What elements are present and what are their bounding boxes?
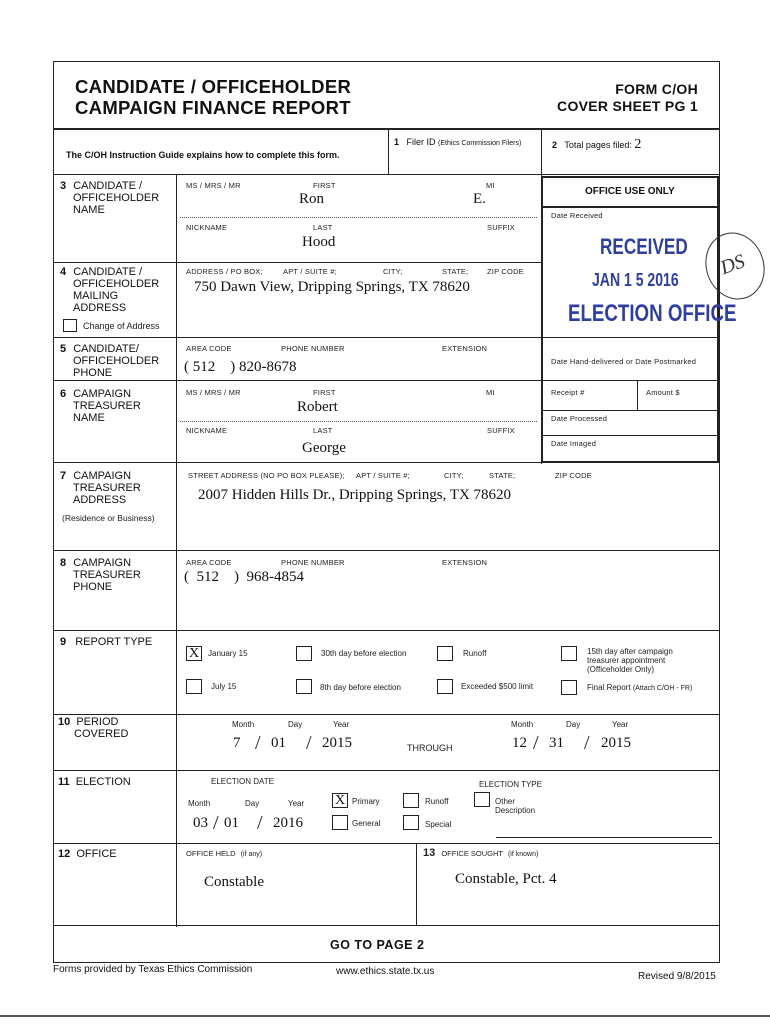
treasurer-extension-label: EXTENSION [442,558,488,567]
period-from-month-label: Month [232,720,255,729]
section-7-line3: ADDRESS [73,494,127,506]
stamp-received: RECEIVED [600,234,688,259]
section-4-line4: ADDRESS [73,302,127,314]
election-day-label: Day [245,799,260,808]
section-4-line3: MAILING [73,290,119,302]
revised-date: Revised 9/8/2015 [638,971,716,982]
treasurer-phone: ( 512 ) 968-4854 [184,569,304,585]
candidate-extension-label: EXTENSION [442,344,488,353]
report-final-note: (Attach C/OH - FR) [632,685,693,692]
section-5-title [60,343,159,379]
treasurer-address: 2007 Hidden Hills Dr., Dripping Springs, TX 78620 [198,487,512,503]
election-date-label: ELECTION DATE [211,777,274,786]
section-8-title [60,557,141,593]
office-sought-note: (if known) [507,851,539,858]
election-other-text: Other [495,797,516,806]
candidate-phone-label: PHONE NUMBER [281,344,345,353]
section-8-number: 8 [60,557,67,569]
election-year-label: Year [288,799,305,808]
through-label: THROUGH [407,743,453,753]
section-6-number: 6 [60,388,67,400]
section-8-line2: TREASURER [73,569,141,581]
period-from-year-label: Year [333,720,350,729]
section-8-line1: CAMPAIGN [73,557,132,569]
election-general-checkbox[interactable] [332,815,348,830]
treasurer-first-label: FIRST [313,388,336,397]
treasurer-suffix-label: SUFFIX [487,426,515,435]
form-id [557,81,698,115]
election-primary-checkbox[interactable]: X [332,793,348,808]
treasurer-apt-label: APT / SUITE #; [356,471,410,480]
candidate-ms-label: MS / MRS / MR [186,181,241,190]
period-from-day: 01 [271,735,286,751]
office-held-label [186,849,262,859]
election-month-label: Month [188,799,211,808]
section-7-line2: TREASURER [73,482,141,494]
section-3-line3: NAME [73,204,105,216]
period-to-month: 12 [512,735,527,751]
report-final-text: Final Report [587,683,631,692]
section-4-line1: CANDIDATE / [73,266,143,278]
election-runoff-label: Runoff [425,797,449,806]
candidate-first-name: Ron [299,191,325,207]
candidate-address: 750 Dawn View, Dripping Springs, TX 78620 [194,279,470,295]
treasurer-last-name: George [302,440,346,456]
election-special-checkbox[interactable] [403,815,419,830]
section-3-title [60,180,159,216]
election-other-checkbox[interactable] [474,792,490,807]
forms-provided-text: Forms provided by Texas Ethics Commission [53,964,253,975]
election-general-label: General [352,819,381,828]
candidate-mi: E. [473,191,486,207]
filer-id-text: Filer ID [406,137,436,147]
slash: / [257,812,263,834]
filer-id-number: 1 [394,137,400,147]
section-9-title [60,636,152,648]
section-6-line3: NAME [73,412,105,424]
office-sought-value: Constable, Pct. 4 [455,871,557,887]
dotted-divider [180,217,537,218]
total-pages-label: Total pages filed: [564,140,632,150]
period-from-day-label: Day [288,720,303,729]
election-day: 01 [224,815,239,831]
section-12-label: OFFICE [76,848,117,860]
section-3-number: 3 [60,180,67,192]
slash: / [584,732,590,754]
section-7-number: 7 [60,470,67,482]
report-exceeded-label: Exceeded $500 limit [461,682,534,691]
section-4-title [60,266,159,314]
report-exceeded-checkbox[interactable] [437,679,453,694]
form-name: FORM C/OH [615,81,698,97]
change-of-address-label: Change of Address [83,321,160,331]
section-6-line2: TREASURER [73,400,141,412]
period-to-day-label: Day [566,720,581,729]
section-4-number: 4 [60,266,67,278]
total-pages-number: 2 [552,140,558,150]
treasurer-area-code-label: AREA CODE [186,558,232,567]
treasurer-mi-label: MI [486,388,495,397]
report-30th-day-checkbox[interactable] [296,646,312,661]
period-to-year-label: Year [612,720,629,729]
report-final-label [587,683,692,693]
candidate-phone: ( 512 ) 820-8678 [184,359,297,375]
zip-label: ZIP CODE [487,267,524,276]
total-pages [552,137,641,153]
election-year: 2016 [273,815,303,831]
election-other-label [495,797,535,815]
candidate-last-label: LAST [313,223,333,232]
candidate-mi-label: MI [486,181,495,190]
section-5-number: 5 [60,343,67,355]
title-line-2: CAMPAIGN FINANCE REPORT [75,97,351,118]
period-to-year: 2015 [601,735,631,751]
office-use-title: OFFICE USE ONLY [585,186,675,197]
section-7-title [60,470,141,506]
treasurer-last-label: LAST [313,426,333,435]
slash: / [306,732,312,754]
change-of-address-checkbox[interactable] [63,319,77,332]
section-5-line1: CANDIDATE/ [73,343,139,355]
report-8th-day-checkbox[interactable] [296,679,312,694]
slash: / [533,732,539,754]
office-held-text: OFFICE HELD [186,849,236,858]
section-5-line2: OFFICEHOLDER [73,355,160,367]
scan-edge-line [0,1015,770,1017]
candidate-last-name: Hood [302,234,336,250]
treasurer-city-label: CITY; [444,471,464,480]
election-primary-label: Primary [352,797,380,806]
report-15th-day-checkbox[interactable] [561,646,577,661]
treasurer-zip-label: ZIP CODE [555,471,592,480]
report-runoff-checkbox[interactable] [437,646,453,661]
total-pages-value: 2 [634,137,642,152]
section-9-number: 9 [60,636,67,648]
office-held-value: Constable [204,874,264,890]
section-11-number: 11 [58,776,70,788]
treasurer-nickname-label: NICKNAME [186,426,228,435]
filer-id-note: (Ethics Commission Filers) [438,140,522,147]
election-runoff-checkbox[interactable] [403,793,419,808]
go-to-page-2: GO TO PAGE 2 [330,938,425,952]
initials-text: DS [717,250,748,280]
section-5-line3: PHONE [73,367,113,379]
filer-id-label [394,137,521,147]
report-15th-line2: treasurer appointment [587,656,666,665]
section-10-line1: PERIOD [76,716,119,728]
city-label: CITY; [383,267,403,276]
report-final-checkbox[interactable] [561,680,577,695]
section-10-number: 10 [58,716,71,728]
section-7-subtitle: (Residence or Business) [62,513,155,523]
ethics-url: www.ethics.state.tx.us [336,966,435,977]
section-6-line1: CAMPAIGN [73,388,132,400]
form-title [75,76,351,118]
candidate-first-label: FIRST [313,181,336,190]
report-july-checkbox[interactable] [186,679,202,694]
section-11-label: ELECTION [75,776,131,788]
office-held-note: (if any) [240,851,263,858]
section-3-line2: OFFICEHOLDER [73,192,160,204]
report-runoff-label: Runoff [463,649,487,658]
office-sought-label [423,849,538,859]
period-to-day: 31 [549,735,564,751]
section-8-line3: PHONE [73,581,113,593]
report-8th-day-label: 8th day before election [320,683,401,692]
report-january-label: January 15 [208,649,248,658]
office-sought-text: OFFICE SOUGHT [441,849,503,858]
section-10-title [58,716,128,740]
dotted-divider [180,421,537,422]
period-to-month-label: Month [511,720,534,729]
date-received-label: Date Received [551,211,603,220]
title-line-1: CANDIDATE / OFFICEHOLDER [75,76,352,97]
amount-label: Amount $ [646,388,680,397]
election-month: 03 [193,815,208,831]
receipt-label: Receipt # [551,388,585,397]
election-other-desc: Description [495,806,536,815]
section-7-line1: CAMPAIGN [73,470,132,482]
election-type-label: ELECTION TYPE [479,780,542,789]
section-3-line1: CANDIDATE / [73,180,143,192]
treasurer-ms-label: MS / MRS / MR [186,388,241,397]
section-4-line2: OFFICEHOLDER [73,278,160,290]
date-imaged-label: Date Imaged [551,439,597,448]
period-from-year: 2015 [322,735,352,751]
treasurer-phone-label: PHONE NUMBER [281,558,345,567]
instruction-text: The C/OH Instruction Guide explains how to complete this form. [66,150,340,160]
stamp-date: JAN 1 5 2016 [592,270,679,290]
candidate-nickname-label: NICKNAME [186,223,228,232]
period-from-month: 7 [233,735,241,751]
election-special-label: Special [425,820,452,829]
address-label: ADDRESS / PO BOX; [186,267,263,276]
slash: / [213,812,219,834]
state-label: STATE; [442,267,469,276]
apt-label: APT / SUITE #; [283,267,337,276]
report-15th-line1: 15th day after campaign [587,647,673,656]
date-processed-label: Date Processed [551,414,608,423]
section-10-line2: COVERED [74,728,129,740]
section-9-label: REPORT TYPE [75,636,153,648]
candidate-suffix-label: SUFFIX [487,223,515,232]
section-6-title [60,388,141,424]
street-address-label: STREET ADDRESS (NO PO BOX PLEASE); [188,471,345,480]
stamp-election-office: ELECTION OFFICE [568,300,737,327]
section-12-title [58,848,117,860]
section-11-title [58,776,131,788]
hand-delivered-label: Date Hand-delivered or Date Postmarked [551,357,697,366]
other-description-line [496,837,712,838]
section-12-number: 12 [58,848,71,860]
form-subtitle: COVER SHEET PG 1 [557,98,698,114]
candidate-area-code-label: AREA CODE [186,344,232,353]
treasurer-state-label: STATE; [489,471,516,480]
report-july-label: July 15 [211,682,237,691]
slash: / [255,732,261,754]
treasurer-first-name: Robert [297,399,338,415]
report-january-checkbox[interactable]: X [186,646,202,661]
section-13-number: 13 [423,847,436,859]
report-15th-day-label [587,647,673,674]
report-15th-line3: (Officeholder Only) [587,665,654,674]
report-30th-day-label: 30th day before election [321,649,407,658]
